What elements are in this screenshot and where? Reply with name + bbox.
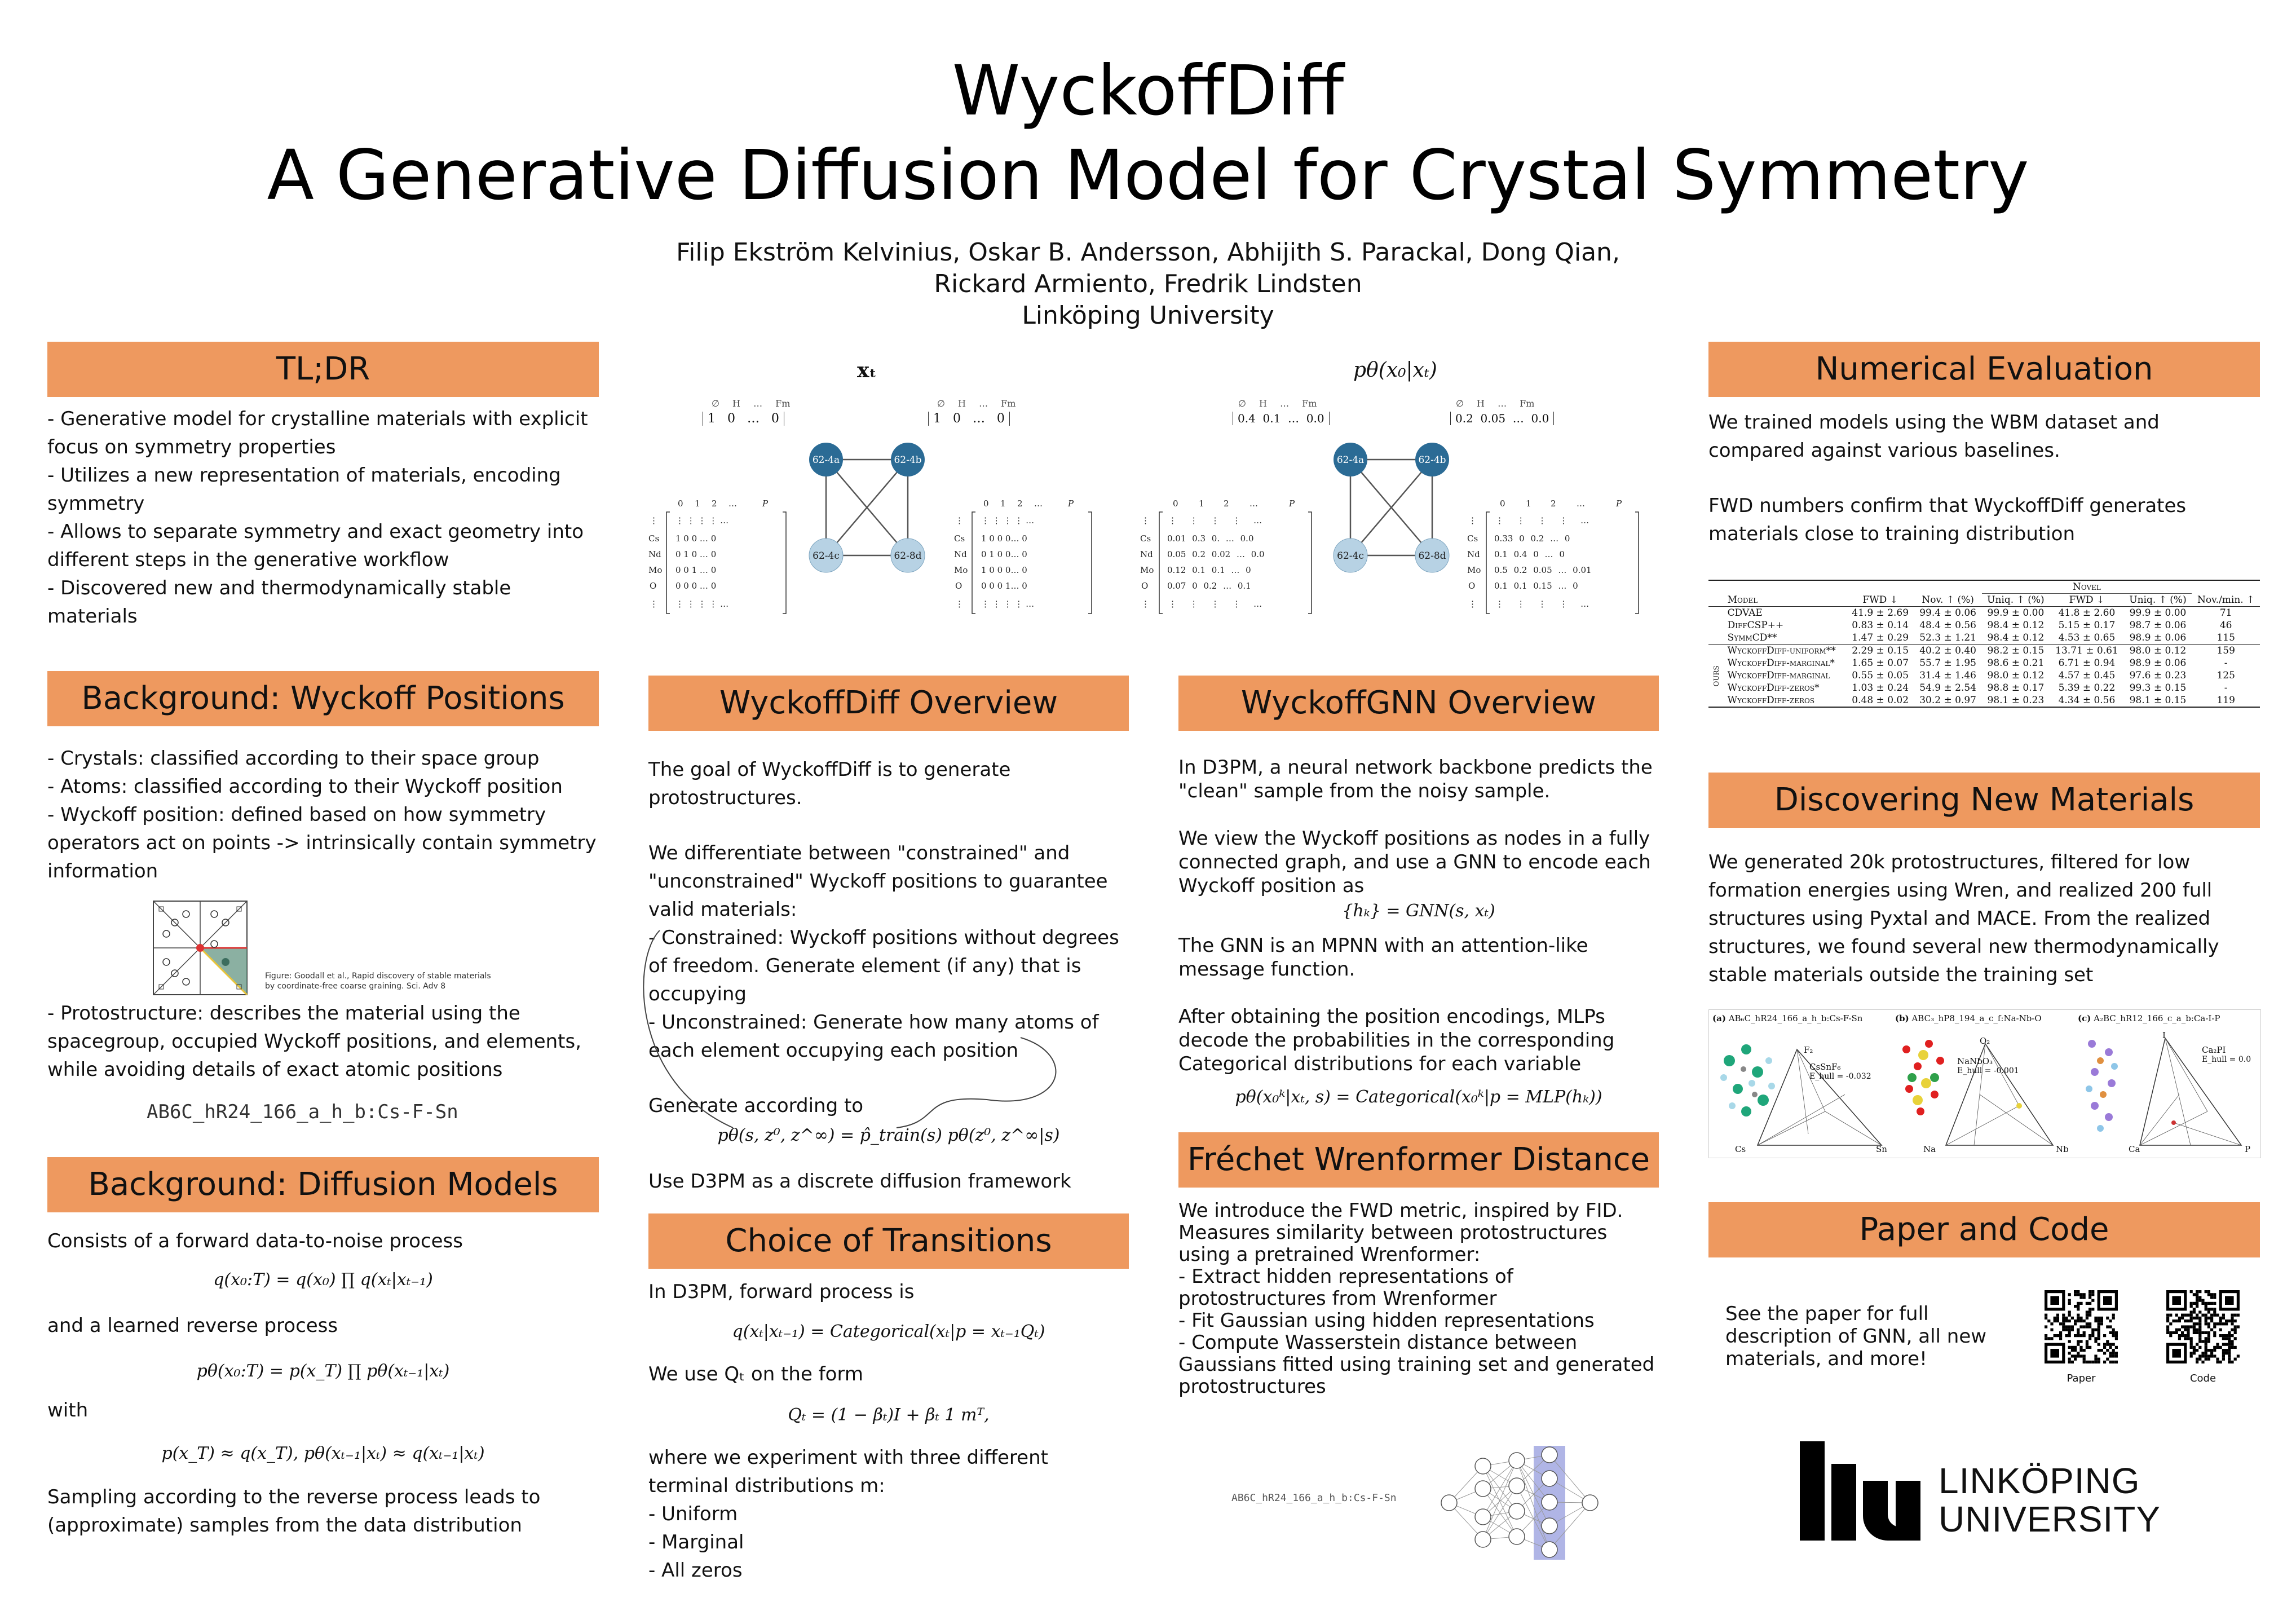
wd-curve-arrows [626, 925, 1077, 1139]
table-cell: 0.55 ± 0.05 [1852, 670, 1909, 681]
svg-text:1 0 0 0… 0: 1 0 0 0… 0 [981, 533, 1027, 544]
affiliation: Linköping University [1022, 301, 1274, 330]
paper-qr-code[interactable] [2045, 1290, 2118, 1363]
gnn-equation-1: {hₖ} = GNN(s, xₜ) [1342, 901, 1495, 921]
fwd-nn-input: AB6C_hR24_166_a_h_b:Cs-F-Sn [1231, 1492, 1397, 1504]
svg-text:Mo: Mo [1467, 565, 1481, 575]
svg-text:⋮ ⋮ ⋮ ⋮ …: ⋮ ⋮ ⋮ ⋮ … [981, 515, 1035, 526]
panel-formula: CsSnF₆ [1809, 1062, 1841, 1072]
svg-text:0: 0 [1500, 498, 1505, 509]
svg-text:1 0 0 … 0: 1 0 0 … 0 [675, 533, 717, 544]
table-cell: 4.53 ± 0.65 [2058, 632, 2116, 643]
model-name-cell: WyckoffDiff-zeros* [1727, 682, 1820, 694]
svg-text:…: … [1249, 498, 1258, 509]
reverse-text: and a learned reverse process [47, 1314, 338, 1337]
model-name-cell: WyckoffDiff-marginal* [1727, 657, 1835, 669]
panel-tag: (c) [2078, 1013, 2091, 1023]
paper-code-header: Paper and Code [1708, 1202, 2260, 1257]
svg-text:0 1 0 0… 0: 0 1 0 0… 0 [981, 549, 1027, 559]
with-text: with [47, 1399, 89, 1422]
svg-text:⋮: ⋮ [1141, 515, 1150, 526]
vec-label: … [753, 398, 763, 409]
svg-text:0 1 0 … 0: 0 1 0 … 0 [675, 549, 717, 559]
table-cell: 0.48 ± 0.02 [1852, 695, 1909, 706]
svg-text:1 0 0 0… 0: 1 0 0 0… 0 [981, 565, 1027, 575]
protostructure-example: AB6C_hR24_166_a_h_b:Cs-F-Sn [147, 1101, 458, 1123]
svg-text:1: 1 [1526, 498, 1531, 509]
table-cell: - [2224, 657, 2228, 669]
tldr-line: - Allows to separate symmetry and exact geometry into different steps in the generative workflow [47, 520, 584, 571]
table-cell: 4.34 ± 0.56 [2058, 695, 2116, 706]
table-cell: 99.9 ± 0.00 [2129, 607, 2187, 619]
svg-text:Mo: Mo [648, 565, 663, 575]
numerical-body [1708, 408, 2260, 548]
panel-vertex-right: P [2245, 1144, 2251, 1154]
table-cell: - [2224, 682, 2228, 694]
node-label: 62-4b [1418, 454, 1446, 466]
table-cell: 98.4 ± 0.12 [1987, 620, 2045, 631]
gnn-body-2 [1178, 934, 1659, 1076]
svg-text:P: P [1289, 498, 1295, 509]
table-cell: 98.0 ± 0.12 [2129, 645, 2187, 656]
tldr-line: - Generative model for crystalline materials with explicit focus on symmetry properties [47, 408, 588, 458]
transitions-eq1: q(xₜ|xₜ₋₁) = Categorical(xₜ|p = xₜ₋₁Qₜ) [732, 1322, 1045, 1341]
svg-text:⋮: ⋮ [1468, 515, 1477, 526]
col-header: Uniq. ↑ (%) [2129, 594, 2187, 606]
wd-overview-header: WyckoffDiff Overview [648, 676, 1129, 731]
table-cell: 125 [2216, 670, 2235, 681]
authors-line-2: Rickard Armiento, Fredrik Lindsten [934, 270, 1362, 298]
tldr-header: TL;DR [47, 342, 599, 397]
table-cell: 98.0 ± 0.12 [1987, 670, 2045, 681]
table-row [1708, 657, 2260, 669]
matrix-right-2 [1466, 496, 1646, 617]
node-label: 62-4c [813, 550, 840, 562]
panel-vertex-left: Na [1923, 1144, 1936, 1154]
panel-ehull: E_hull = 0.0 [2202, 1055, 2251, 1064]
panel-tag: (a) [1712, 1013, 1726, 1023]
svg-text:⋮ ⋮ ⋮ ⋮ …: ⋮ ⋮ ⋮ ⋮ … [675, 515, 729, 526]
wyckoff-symmetry-figure [152, 900, 248, 996]
table-cell: 71 [2219, 607, 2232, 619]
transitions-eq2: Qₜ = (1 − βₜ)I + βₜ 1 mᵀ, [788, 1405, 990, 1425]
transitions-p2: We use Qₜ on the form [648, 1363, 863, 1385]
svg-text:Nd: Nd [648, 549, 661, 559]
svg-text:Mo: Mo [954, 565, 968, 575]
bg-wyckoff-header: Background: Wyckoff Positions [47, 671, 599, 726]
panel-vertex-left: Ca [2129, 1144, 2140, 1154]
left-vector-1: 1 0 … 0 [703, 412, 784, 426]
matrix-left-2 [953, 496, 1100, 617]
gnn-equation-2: pθ(x₀ᵏ|xₜ, s) = Categorical(x₀ᵏ|p = MLP(hₖ)) [1235, 1087, 1602, 1107]
fwd-line: Measures similarity between protostructures using a pretrained Wrenformer: [1178, 1221, 1608, 1266]
vec-label: ∅ [1238, 398, 1246, 409]
panel-vertex-top: F₂ [1804, 1045, 1813, 1055]
vec-label: Fm [775, 398, 791, 409]
wd-para: The goal of WyckoffDiff is to generate protostructures. [648, 758, 1011, 809]
svg-text:2: 2 [1017, 498, 1023, 509]
panel-formula: NaNbO₃ [1957, 1056, 1993, 1066]
table-cell: 98.1 ± 0.15 [2129, 695, 2187, 706]
col-header: Uniq. ↑ (%) [1987, 594, 2045, 606]
node-label: 62-8d [894, 550, 922, 562]
gnn-para: In D3PM, a neural network backbone predicts the "clean" sample from the noisy sample. [1178, 756, 1653, 802]
svg-text:⋮ ⋮ ⋮ ⋮ …: ⋮ ⋮ ⋮ ⋮ … [1495, 599, 1589, 609]
transitions-body [648, 1444, 1129, 1585]
svg-text:1: 1 [1000, 498, 1006, 509]
table-cell: 98.9 ± 0.06 [2129, 657, 2187, 669]
table-cell: 1.03 ± 0.24 [1852, 682, 1909, 694]
table-cell: 30.2 ± 0.97 [1919, 695, 1976, 706]
panel-tag: (b) [1895, 1013, 1909, 1023]
table-cell: 46 [2219, 620, 2232, 631]
panel-title: ABC₃_hP8_194_a_c_f:Na-Nb-O [1911, 1013, 2042, 1023]
table-cell: 55.7 ± 1.95 [1919, 657, 1976, 669]
svg-text:P: P [1068, 498, 1074, 509]
svg-text:Cs: Cs [1140, 533, 1151, 544]
tldr-line: - Utilizes a new representation of materials, encoding symmetry [47, 464, 561, 515]
svg-text:⋮: ⋮ [955, 515, 964, 526]
svg-text:0 0 0 1… 0: 0 0 0 1… 0 [981, 581, 1027, 591]
svg-text:P: P [1616, 498, 1622, 509]
svg-text:⋮: ⋮ [1141, 599, 1150, 609]
table-cell: 99.4 ± 0.06 [1919, 607, 1976, 619]
table-cell: 97.6 ± 0.23 [2129, 670, 2187, 681]
svg-text:0.1 0.4 0 … 0: 0.1 0.4 0 … 0 [1494, 549, 1565, 559]
svg-text:⋮ ⋮ ⋮ ⋮ …: ⋮ ⋮ ⋮ ⋮ … [981, 599, 1035, 609]
sampling-text: Sampling according to the reverse process leads to (approximate) samples from the data distribution [47, 1486, 541, 1537]
authors-line-1: Filip Ekström Kelvinius, Oskar B. Andersson, Abhijith S. Parackal, Dong Qian, [676, 238, 1620, 267]
svg-text:…: … [728, 498, 737, 509]
results-table-wrap [1708, 580, 2260, 708]
graph-left [801, 434, 936, 581]
table-row [1708, 632, 2260, 645]
table-cell: 99.9 ± 0.00 [1987, 607, 2045, 619]
panel-formula: Ca₂PI [2202, 1045, 2226, 1055]
crystal-and-hull [2078, 1027, 2257, 1154]
table-cell: 1.65 ± 0.07 [1852, 657, 1909, 669]
fwd-header: Fréchet Wrenformer Distance [1178, 1132, 1659, 1188]
diagram-left-title: xₜ [857, 359, 877, 382]
wd-para: Generate according to [648, 1095, 864, 1117]
gnn-para: After obtaining the position encodings, MLPs decode the probabilities in the corresponding Categorical distributions for each variable [1178, 1005, 1615, 1075]
transition-item: - Marginal [648, 1531, 744, 1554]
transition-item: - All zeros [648, 1559, 743, 1582]
table-row [1708, 607, 2260, 620]
panel-vertex-top: I [2162, 1030, 2166, 1040]
svg-text:2: 2 [1224, 498, 1229, 509]
row-group-label [1708, 619, 1724, 632]
gnn-header: WyckoffGNN Overview [1178, 676, 1659, 731]
left-vector-2: 1 0 … 0 [928, 412, 1010, 426]
transition-item: - Uniform [648, 1503, 738, 1525]
paper-code-text: See the paper for full description of GNN, all new materials, and more! [1725, 1303, 1987, 1370]
wd-para: We differentiate between "constrained" and "unconstrained" Wyckoff positions to guarantee valid materials: [648, 842, 1108, 921]
svg-text:O: O [955, 581, 962, 591]
svg-text:0.05 0.2 0.02 … 0.0: 0.05 0.2 0.02 … 0.0 [1167, 549, 1265, 559]
table-row [1708, 619, 2260, 632]
table-cell: 40.2 ± 0.40 [1919, 645, 1976, 656]
matrix-right-1 [1139, 496, 1319, 617]
material-panel [1895, 1013, 2074, 1154]
svg-text:Nd: Nd [954, 549, 967, 559]
crystal-and-hull [1712, 1027, 1892, 1154]
bg-diffusion-header: Background: Diffusion Models [47, 1157, 599, 1212]
forward-equation: q(x₀:T) = q(x₀) ∏ q(xₜ|xₜ₋₁) [213, 1270, 433, 1290]
matrix-left-1 [647, 496, 794, 617]
liu-logo-icon [1800, 1441, 1924, 1543]
panel-ehull: E_hull = -0.032 [1809, 1072, 1871, 1081]
model-name-cell: WyckoffDiff-zeros [1727, 695, 1815, 706]
model-name-cell: DiffCSP++ [1727, 620, 1784, 631]
bg-wyckoff-line: - Wyckoff position: defined based on how symmetry operators act on points -> intrinsically contain symmetry information [47, 804, 597, 882]
table-row [1708, 669, 2260, 682]
svg-text:O: O [1468, 581, 1476, 591]
col-header: Nov./min. ↑ [2197, 594, 2255, 606]
table-cell: 48.4 ± 0.56 [1919, 620, 1976, 631]
panel-vertex-right: Sn [1876, 1144, 1887, 1154]
svg-text:0: 0 [678, 498, 683, 509]
right-vector-1: 0.4 0.1 … 0.0 [1233, 412, 1330, 425]
paper-qr-label: Paper [2067, 1373, 2096, 1384]
svg-text:Cs: Cs [648, 533, 660, 544]
gnn-para: The GNN is an MPNN with an attention-like message function. [1178, 934, 1588, 981]
results-table [1708, 580, 2260, 708]
numerical-header: Numerical Evaluation [1708, 342, 2260, 397]
table-cell: 0.83 ± 0.14 [1852, 620, 1909, 631]
numerical-para: We trained models using the WBM dataset and compared against various baselines. [1708, 411, 2160, 462]
svg-text:…: … [1577, 498, 1585, 509]
svg-text:⋮: ⋮ [650, 515, 658, 526]
gnn-body [1178, 756, 1659, 898]
svg-text:0.33 0 0.2 … 0: 0.33 0 0.2 … 0 [1494, 533, 1570, 544]
graph-right [1325, 434, 1460, 581]
wd-equation: pθ(s, z⁰, z^∞) = p̂_train(s) pθ(z⁰, z^∞|s) [717, 1126, 1060, 1145]
svg-text:0.12 0.1 0.1 … 0: 0.12 0.1 0.1 … 0 [1167, 565, 1251, 575]
vec-label: Fm [1001, 398, 1016, 409]
top-vector-labels [937, 398, 1015, 409]
table-cell: 5.15 ± 0.17 [2058, 620, 2116, 631]
bg-wyckoff-line: - Atoms: classified according to their Wyckoff position [47, 775, 563, 798]
svg-text:1: 1 [695, 498, 700, 509]
discovering-header: Discovering New Materials [1708, 773, 2260, 828]
table-row [1708, 645, 2260, 657]
table-cell: 98.9 ± 0.06 [2129, 632, 2187, 643]
panel-title: AB₆C_hR24_166_a_h_b:Cs-F-Sn [1728, 1013, 1863, 1023]
svg-text:⋮: ⋮ [955, 599, 964, 609]
vec-label: H [1477, 398, 1485, 409]
table-cell: 98.7 ± 0.06 [2129, 620, 2187, 631]
table-cell: 119 [2216, 695, 2235, 706]
col-header: Model [1727, 594, 1758, 606]
transitions-p3: where we experiment with three different terminal distributions m: [648, 1446, 1048, 1497]
panel-vertex-right: Nb [2056, 1144, 2069, 1154]
table-cell: 5.39 ± 0.22 [2058, 682, 2116, 694]
node-label: 62-4b [894, 454, 922, 466]
table-cell: 98.6 ± 0.21 [1987, 657, 2045, 669]
node-label: 62-4c [1337, 550, 1364, 562]
top-vector-labels [1456, 398, 1534, 409]
vec-label: ∅ [1456, 398, 1464, 409]
col-header: FWD ↓ [2069, 594, 2105, 606]
col-header: FWD ↓ [1862, 594, 1898, 606]
fwd-body [1178, 1200, 1659, 1398]
approx-equation: p(x_T) ≈ q(x_T), pθ(xₜ₋₁|xₜ) ≈ q(xₜ₋₁|xₜ) [161, 1444, 485, 1463]
svg-text:0.5 0.2 0.05 … 0.01: 0.5 0.2 0.05 … 0.01 [1494, 565, 1592, 575]
forward-text: Consists of a forward data-to-noise process [47, 1230, 463, 1252]
right-vector-2: 0.2 0.05 … 0.0 [1450, 412, 1554, 425]
table-cell: 2.29 ± 0.15 [1852, 645, 1909, 656]
model-name-cell: SymmCD** [1727, 632, 1777, 643]
panel-vertex-left: Cs [1735, 1144, 1746, 1154]
panel-vertex-top: O₂ [1980, 1036, 1990, 1046]
model-name-cell: WyckoffDiff-marginal [1727, 670, 1830, 681]
svg-text:⋮ ⋮ ⋮ ⋮ …: ⋮ ⋮ ⋮ ⋮ … [1168, 599, 1262, 609]
tldr-line: - Discovered new and thermodynamically stable materials [47, 577, 511, 628]
svg-text:2: 2 [712, 498, 717, 509]
svg-text:O: O [650, 581, 657, 591]
model-name-cell: CDVAE [1727, 607, 1763, 619]
fwd-line: - Compute Wasserstein distance between Gaussians fitted using training set and generated protostructures [1178, 1331, 1655, 1398]
svg-text:Nd: Nd [1140, 549, 1153, 559]
protostructure-text: - Protostructure: describes the material using the spacegroup, occupied Wyckoff positions, and elements, while avoiding details of exact atomic positions [47, 1002, 582, 1081]
numerical-para: FWD numbers confirm that WyckoffDiff generates materials close to training distribution [1708, 495, 2187, 545]
svg-text:Cs: Cs [954, 533, 965, 544]
svg-text:0 0 0 … 0: 0 0 0 … 0 [675, 581, 717, 591]
vec-label: H [732, 398, 740, 409]
vec-label: … [979, 398, 988, 409]
logo-text-line-2: UNIVERSITY [1939, 1499, 2161, 1539]
table-cell: 54.9 ± 2.54 [1919, 682, 1976, 694]
poster-title: WyckoffDiff [952, 51, 1344, 131]
vec-label: H [958, 398, 966, 409]
transitions-header: Choice of Transitions [648, 1213, 1129, 1269]
svg-text:Nd: Nd [1467, 549, 1480, 559]
svg-text:1: 1 [1199, 498, 1204, 509]
discovering-text: We generated 20k protostructures, filtered for low formation energies using Wren, and realized 200 full structures using Pyxtal and MACE. From the realized structures, we found several new thermodynamically stable materials outside the training set [1708, 851, 2219, 986]
wrenformer-network-figure [1438, 1444, 1607, 1562]
table-cell: 1.47 ± 0.29 [1852, 632, 1909, 643]
svg-text:⋮: ⋮ [650, 599, 658, 609]
table-cell: 159 [2216, 645, 2235, 656]
svg-text:Cs: Cs [1467, 533, 1478, 544]
diagram-right-title: pθ(x₀|xₜ) [1353, 359, 1437, 382]
wd-para: - Unconstrained: Generate how many atoms of each element occupying each position [648, 1011, 1099, 1062]
svg-text:0 0 1 … 0: 0 0 1 … 0 [675, 565, 717, 575]
poster-subtitle: A Generative Diffusion Model for Crystal Symmetry [267, 135, 2029, 215]
table-cell: 98.2 ± 0.15 [1987, 645, 2045, 656]
code-qr-label: Code [2189, 1373, 2216, 1384]
group-header-novel: Novel [1982, 580, 2192, 594]
vec-label: ∅ [937, 398, 945, 409]
table-cell: 41.9 ± 2.69 [1852, 607, 1909, 619]
table-row [1708, 694, 2260, 707]
table-cell: 41.8 ± 2.60 [2058, 607, 2116, 619]
row-group-label [1708, 607, 1724, 620]
wyckoff-figure-caption: Figure: Goodall et al., Rapid discovery of stable materials by coordinate-free coarse graining. Sci. Adv 8 [265, 972, 491, 991]
table-cell: 98.8 ± 0.17 [1987, 682, 2045, 694]
fwd-line: - Fit Gaussian using hidden representations [1178, 1309, 1595, 1332]
transitions-p1: In D3PM, forward process is [648, 1281, 915, 1303]
panel-ehull: E_hull = -0.001 [1957, 1066, 2019, 1075]
logo-text-line-1: LINKÖPING [1939, 1460, 2140, 1501]
top-vector-labels [712, 398, 790, 409]
svg-text:0.1 0.1 0.15 … 0: 0.1 0.1 0.15 … 0 [1494, 581, 1578, 591]
fwd-line: We introduce the FWD metric, inspired by FID. [1178, 1199, 1623, 1222]
bg-wyckoff-line: - Crystals: classified according to their space group [47, 747, 540, 770]
tldr-body [47, 405, 599, 630]
svg-text:0.07 0 0.2 … 0.1: 0.07 0 0.2 … 0.1 [1167, 581, 1251, 591]
svg-text:0.01 0.3 0. … 0.0: 0.01 0.3 0. … 0.0 [1167, 533, 1254, 544]
table-cell: 115 [2216, 632, 2235, 643]
svg-text:⋮: ⋮ [1468, 599, 1477, 609]
svg-text:0: 0 [1173, 498, 1178, 509]
model-name-cell: WyckoffDiff-uniform** [1727, 645, 1836, 656]
top-vector-labels [1238, 398, 1317, 409]
table-cell: 6.71 ± 0.94 [2058, 657, 2116, 669]
table-cell: 98.1 ± 0.23 [1987, 695, 2045, 706]
material-panel [2078, 1013, 2257, 1154]
wd-para: - Constrained: Wyckoff positions without degrees of freedom. Generate element (if any) that is occupying [648, 926, 1119, 1005]
material-panel [1712, 1013, 1892, 1154]
row-group-label: OURS [1712, 665, 1720, 687]
vec-label: Fm [1302, 398, 1317, 409]
node-label: 62-4a [812, 454, 840, 466]
vec-label: Fm [1520, 398, 1535, 409]
bg-wyckoff-body [47, 744, 599, 885]
svg-text:O: O [1141, 581, 1149, 591]
node-label: 62-8d [1418, 550, 1446, 562]
table-cell: 98.4 ± 0.12 [1987, 632, 2045, 643]
svg-text:⋮ ⋮ ⋮ ⋮ …: ⋮ ⋮ ⋮ ⋮ … [675, 599, 729, 609]
svg-text:0: 0 [983, 498, 989, 509]
svg-text:…: … [1034, 498, 1043, 509]
table-row [1708, 682, 2260, 694]
table-cell: 31.4 ± 1.46 [1919, 670, 1976, 681]
vec-label: ∅ [712, 398, 719, 409]
reverse-equation: pθ(x₀:T) = p(x_T) ∏ pθ(xₜ₋₁|xₜ) [196, 1361, 450, 1381]
row-group-label [1708, 632, 1724, 645]
wd-d3pm-text: Use D3PM as a discrete diffusion framework [648, 1170, 1071, 1193]
svg-text:⋮ ⋮ ⋮ ⋮ …: ⋮ ⋮ ⋮ ⋮ … [1168, 515, 1262, 526]
svg-text:2: 2 [1551, 498, 1556, 509]
vec-label: H [1259, 398, 1267, 409]
svg-text:⋮ ⋮ ⋮ ⋮ …: ⋮ ⋮ ⋮ ⋮ … [1495, 515, 1589, 526]
col-header: Nov. ↑ (%) [1922, 594, 1974, 606]
fwd-line: - Extract hidden representations of protostructures from Wrenformer [1178, 1265, 1513, 1310]
node-label: 62-4a [1336, 454, 1365, 466]
table-cell: 99.3 ± 0.15 [2129, 682, 2187, 694]
gnn-para: We view the Wyckoff positions as nodes in a fully connected graph, and use a GNN to encode each Wyckoff position as [1178, 827, 1651, 897]
table-cell: 4.57 ± 0.45 [2058, 670, 2116, 681]
svg-text:P: P [762, 498, 769, 509]
vec-label: … [1280, 398, 1290, 409]
vec-label: … [1498, 398, 1507, 409]
table-cell: 52.3 ± 1.21 [1919, 632, 1976, 643]
materials-figure [1708, 1009, 2261, 1158]
table-cell: 13.71 ± 0.61 [2055, 645, 2118, 656]
code-qr-code[interactable] [2166, 1290, 2240, 1363]
svg-text:Mo: Mo [1140, 565, 1154, 575]
panel-title: A₂BC_hR12_166_c_a_b:Ca-I-P [2094, 1013, 2220, 1023]
